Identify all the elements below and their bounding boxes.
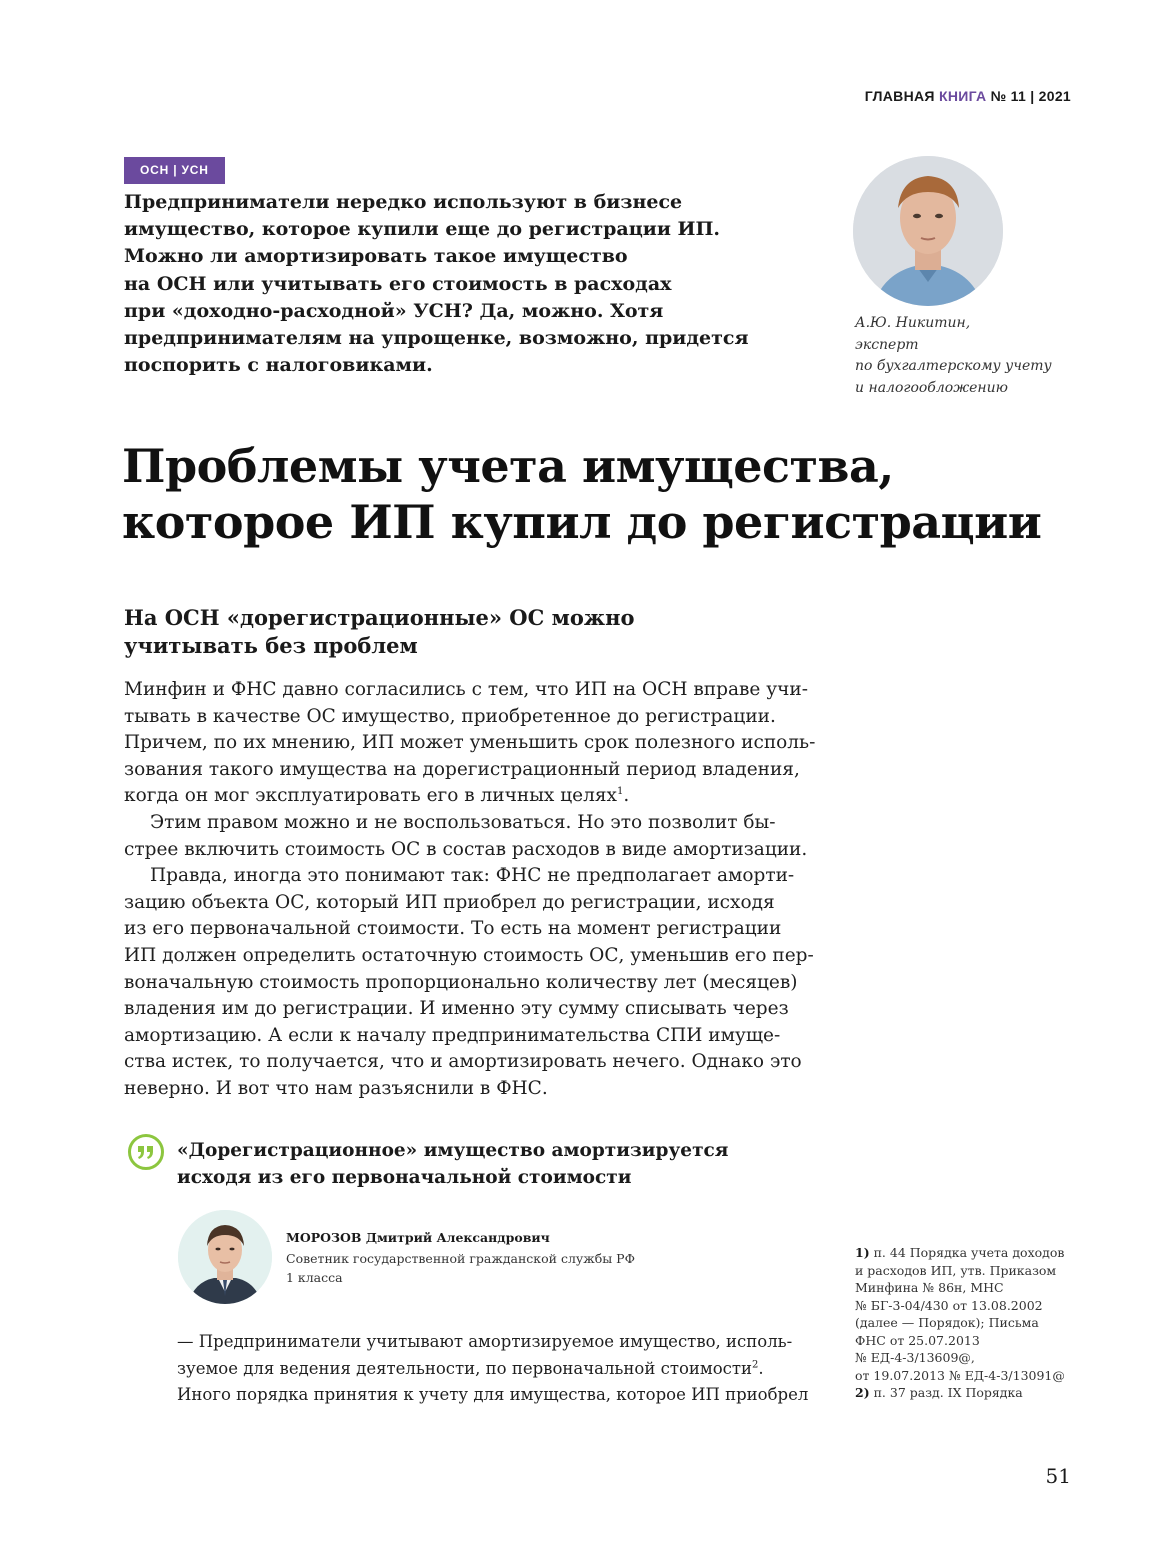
section-heading (124, 604, 804, 660)
footnote-ref[interactable]: 2 (752, 1359, 759, 1370)
quote-icon (128, 1134, 164, 1170)
author-role: и налогообложению (855, 379, 1008, 396)
body-line: Причем, по их мнению, ИП может уменьшить срок полезного исполь- (124, 732, 816, 754)
body-line: владения им до регистрации. И именно эту сумму списывать через (124, 998, 789, 1020)
body-line-with-footnote (124, 783, 804, 810)
page-number: 51 (1045, 1464, 1071, 1488)
body-line: Минфин и ФНС давно согласились с тем, что ИП на ОСН вправе учи- (124, 679, 808, 700)
body-line: ства истек, то получается, что и амортизировать нечего. Однако это (124, 1051, 802, 1073)
magazine-name-accent: КНИГА (938, 88, 987, 104)
footnote-line: ФНС от 25.07.2013 (855, 1332, 980, 1348)
expert-position-line: 1 класса (286, 1270, 343, 1285)
expert-position (286, 1249, 635, 1287)
body-line: из его первоначальной стоимости. То есть на момент регистрации (124, 918, 782, 940)
body-line: амортизацию. А если к началу предпринимательства СПИ имуще- (124, 1024, 781, 1046)
title-line: Проблемы учета имущества, (122, 439, 894, 493)
footnote-line: № ЕД-4-3/13609@, (855, 1350, 975, 1365)
answer-line-text: зуемое для ведения деятельности, по первоначальной стоимости (177, 1358, 753, 1378)
answer-line-end: . (758, 1358, 764, 1378)
title-line: которое ИП купил до регистрации (122, 495, 1042, 549)
issue-number: № 11 | 2021 (990, 88, 1071, 104)
author-name: А.Ю. Никитин, (855, 315, 971, 331)
body-line-text: когда он мог эксплуатировать его в личных целях (124, 785, 617, 807)
quote-line: исходя из его первоначальной стоимости (177, 1166, 632, 1188)
article-body (124, 677, 816, 1103)
expert-name: МОРОЗОВ Дмитрий Александрович (286, 1230, 550, 1245)
body-line: ИП должен определить остаточную стоимость ОС, уменьшив его пер- (124, 944, 814, 966)
footnote-line: и расходов ИП, утв. Приказом (855, 1262, 1057, 1278)
magazine-name: ГЛАВНАЯ (864, 88, 935, 104)
lead-line: при «доходно-расходной» УСН? Да, можно. Хотя (124, 299, 664, 322)
article-title (122, 438, 1082, 550)
answer-line: — Предприниматели учитывают амортизируемое имущество, исполь- (177, 1332, 793, 1351)
lead-line: Предприниматели нередко используют в бизнесе (124, 191, 683, 213)
lead-paragraph (124, 189, 804, 379)
body-line: Правда, иногда это понимают так: ФНС не предполагает аморти- (150, 865, 795, 887)
footnote-line: от 19.07.2013 № ЕД-4-3/13091@ (855, 1367, 1065, 1383)
body-line: Этим правом можно и не воспользоваться. Но это позволит бы- (150, 811, 776, 833)
footnote-line: Минфина № 86н, МНС (855, 1280, 1004, 1295)
author-role: эксперт (855, 336, 919, 353)
author-role: по бухгалтерскому учету (855, 358, 1052, 374)
author-photo (853, 156, 1003, 306)
running-head (780, 88, 1071, 104)
footnote-ref[interactable]: 1 (616, 786, 624, 798)
footnotes (855, 1244, 1085, 1402)
body-line: тывать в качестве ОС имущество, приобретенное до регистрации. (124, 705, 776, 727)
answer-line: Иного порядка принятия к учету для имущества, которое ИП приобрел (177, 1385, 809, 1404)
footnote-line: № БГ-3-04/430 от 13.08.2002 (855, 1297, 1043, 1313)
footnote-text: п. 37 разд. IX Порядка (869, 1385, 1023, 1400)
lead-line: предпринимателям на упрощенке, возможно, придется (124, 327, 749, 350)
section-heading-line: На ОСН «дорегистрационные» ОС можно (124, 605, 635, 630)
section-heading-line: учитывать без проблем (124, 633, 418, 658)
lead-line: поспорить с налоговиками. (124, 354, 433, 377)
expert-position-line: Советник государственной гражданской службы РФ (286, 1251, 635, 1266)
footnote-mark: 1) (855, 1245, 870, 1260)
footnote-line: (далее — Порядок); Письма (855, 1315, 1039, 1330)
footnote-mark: 2) (855, 1385, 870, 1400)
footnote-text: п. 44 Порядка учета доходов (869, 1245, 1065, 1260)
quote-line: «Дорегистрационное» имущество амортизируется (177, 1140, 729, 1161)
expert-photo (178, 1210, 272, 1304)
body-line-end: . (623, 785, 630, 807)
body-line: стрее включить стоимость ОС в состав расходов в виде амортизации. (124, 838, 808, 860)
footnote-2 (855, 1384, 1085, 1402)
quote-heading (177, 1138, 797, 1191)
lead-line: на ОСН или учитывать его стоимость в расходах (124, 272, 672, 295)
lead-line: имущество, которое купили еще до регистрации ИП. (124, 218, 721, 241)
answer-line-with-footnote (177, 1356, 797, 1383)
expert-answer (177, 1329, 809, 1409)
body-line: зацию объекта ОС, который ИП приобрел до регистрации, исходя (124, 891, 775, 913)
body-line: воначальную стоимость пропорционально количеству лет (месяцев) (124, 971, 798, 993)
body-line: неверно. И вот что нам разъяснили в ФНС. (124, 1077, 548, 1099)
rubric-tag: ОСН | УСН (124, 157, 225, 184)
body-line: зования такого имущества на дорегистрационный период владения, (124, 758, 800, 780)
author-caption (855, 313, 1075, 399)
footnote-1 (855, 1244, 1085, 1262)
lead-line: Можно ли амортизировать такое имущество (124, 245, 628, 268)
